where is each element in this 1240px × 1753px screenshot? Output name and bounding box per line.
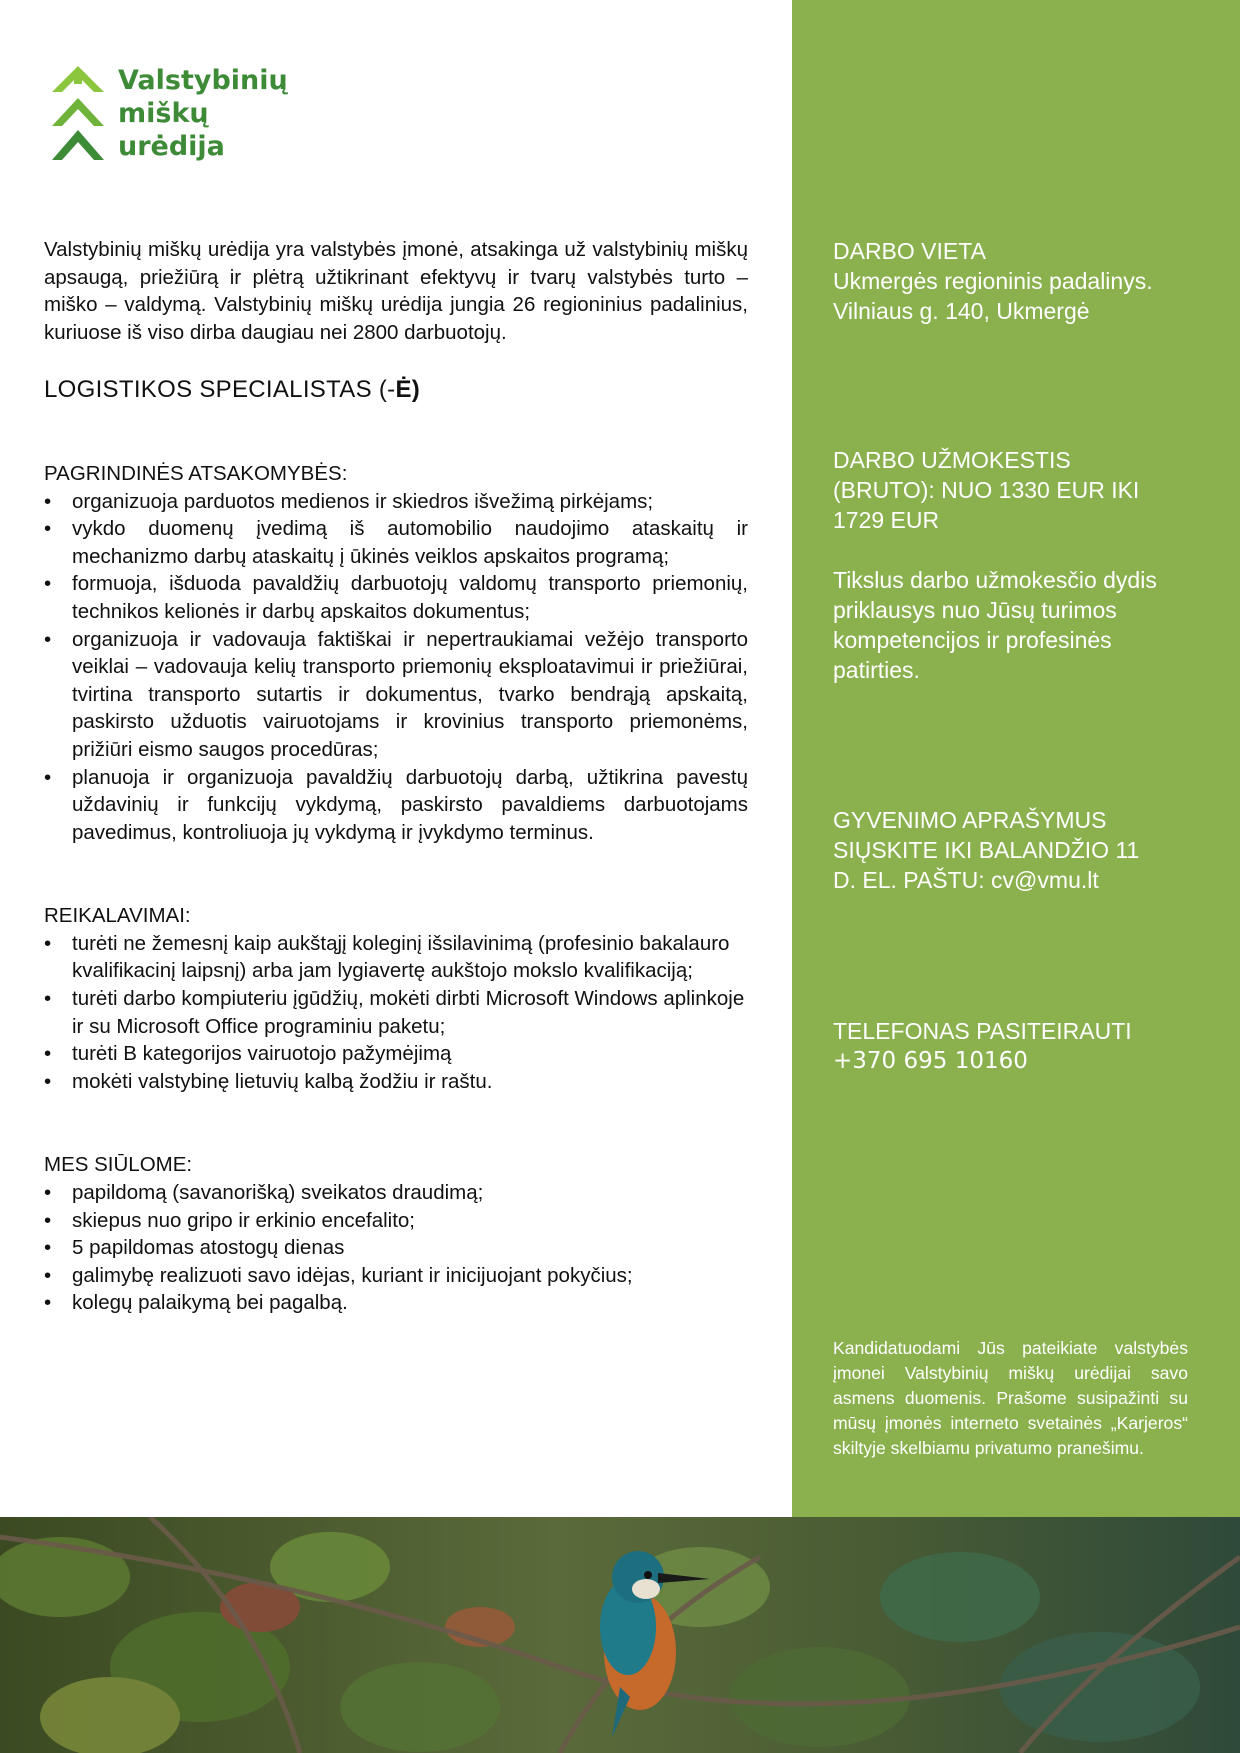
requirements-list [44, 930, 748, 1096]
salary-heading: DARBO UŽMOKESTIS [833, 447, 1071, 473]
responsibilities-list [44, 488, 748, 847]
logo-line: urėdija [118, 131, 225, 162]
list-item: • turėti darbo kompiuteriu įgūdžių, mokėti dirbti Microsoft Windows aplinkoje ir su Microsoft Office programiniu paketu; [44, 985, 748, 1040]
list-item: • papildomą (savanorišką) sveikatos draudimą; [44, 1179, 748, 1207]
list-item: • turėti ne žemesnį kaip aukštąjį koleginį išsilavinimą (profesinio bakalauro kvalifikacinį laipsnį) arba jam lygiavertę aukštojo mokslo kvalifikaciją; [44, 930, 748, 985]
apply-line: D. EL. PAŠTU: cv@vmu.lt [833, 867, 1099, 893]
salary-block [833, 445, 1201, 685]
apply-line: GYVENIMO APRAŠYMUS [833, 807, 1107, 833]
workplace-line: Vilniaus g. 140, Ukmergė [833, 298, 1090, 324]
list-item: • vykdo duomenų įvedimą iš automobilio naudojimo ataskaitų ir mechanizmo darbų ataskaitų į ūkinės veiklos apskaitos programą; [44, 515, 748, 570]
salary-note: patirties. [833, 657, 920, 683]
logo-line: miškų [118, 98, 209, 129]
logo [52, 62, 312, 182]
phone-heading: TELEFONAS PASITEIRAUTI [833, 1018, 1132, 1044]
requirements-heading: REIKALAVIMAI: [44, 904, 191, 928]
phone-number: +370 695 10160 [833, 1048, 1028, 1074]
logo-text [118, 64, 288, 163]
phone-block [833, 1016, 1201, 1076]
apply-line: SIŲSKITE IKI BALANDŽIO 11 [833, 837, 1140, 863]
list-item: • turėti B kategorijos vairuotojo pažymėjimą [44, 1040, 748, 1068]
intro-paragraph: Valstybinių miškų urėdija yra valstybės įmonė, atsakinga už valstybinių miškų apsaugą, priežiūrą ir plėtrą užtikrinant efektyvų ir tvarų valstybės turto – miško – valdymą. Valstybinių miškų urėdija jungia 26 regioninius padalinius, kuriuose iš viso dirba daugiau nei 2800 darbuotojų. [44, 238, 748, 344]
job-title-main: LOGISTIKOS SPECIALISTAS (- [44, 376, 396, 404]
kingfisher-photo-image [0, 1517, 1240, 1753]
list-item: • mokėti valstybinę lietuvių kalbą žodžiu ir raštu. [44, 1068, 748, 1096]
workplace-heading: DARBO VIETA [833, 238, 986, 264]
list-item: • kolegų palaikymą bei pagalbą. [44, 1289, 748, 1317]
list-item: • formuoja, išduoda pavaldžių darbuotojų valdomų transporto priemonių, technikos kelionės ir darbų apskaitos dokumentus; [44, 570, 748, 625]
responsibilities-heading: PAGRINDINĖS ATSAKOMYBĖS: [44, 461, 348, 485]
job-title-bold: Ė) [395, 376, 421, 404]
salary-heading: (BRUTO): NUO 1330 EUR IKI [833, 477, 1140, 503]
privacy-notice: Kandidatuodami Jūs pateikiate valstybės įmonei Valstybinių miškų urėdijai savo asmens duomenis. Prašome susipažinti su mūsų įmonės interneto svetainės „Karjeros“ skiltyje skelbiamu privatumo pranešimu. [833, 1338, 1188, 1458]
offer-list [44, 1179, 748, 1317]
list-item: • organizuoja parduotos medienos ir skiedros išvežimą pirkėjams; [44, 488, 748, 516]
list-item: • skiepus nuo gripo ir erkinio encefalito; [44, 1207, 748, 1235]
salary-note: Tikslus darbo užmokesčio dydis [833, 567, 1157, 593]
main-content [44, 236, 748, 1317]
salary-heading: 1729 EUR [833, 507, 940, 533]
salary-note: priklausys nuo Jūsų turimos [833, 597, 1117, 623]
job-title [44, 376, 748, 404]
offer-heading: MES SIŪLOME: [44, 1153, 193, 1177]
list-item: • galimybę realizuoti savo idėjas, kuriant ir inicijuojant pokyčius; [44, 1262, 748, 1290]
apply-block [833, 805, 1201, 895]
list-item: • 5 papildomas atostogų dienas [44, 1234, 748, 1262]
list-item: • planuoja ir organizuoja pavaldžių darbuotojų darbą, užtikrina pavestų uždavinių ir funkcijų vykdymą, paskirsto pavaldiems darbuotojams pavedimus, kontroliuoja jų vykdymą ir įvykdymo terminus. [44, 764, 748, 847]
sidebar [792, 0, 1240, 1517]
kingfisher-photo [0, 1517, 1240, 1753]
list-item: • organizuoja ir vadovauja faktiškai ir nepertraukiamai vežėjo transporto veiklai – vadovauja kelių transporto priemonių eksploatavimui ir priežiūrai, tvirtina transporto sutartis ir dokumentus, tvarko bendrąją apskaitą, paskirsto užduotis vairuotojams ir krovinius transporto priemonėms, prižiūri eismo saugos procedūras; [44, 626, 748, 764]
workplace-block [833, 236, 1201, 326]
salary-note: kompetencijos ir profesinės [833, 627, 1112, 653]
workplace-line: Ukmergės regioninis padalinys. [833, 268, 1153, 294]
tree-logo-icon [52, 62, 104, 166]
logo-line: Valstybinių [118, 65, 288, 96]
